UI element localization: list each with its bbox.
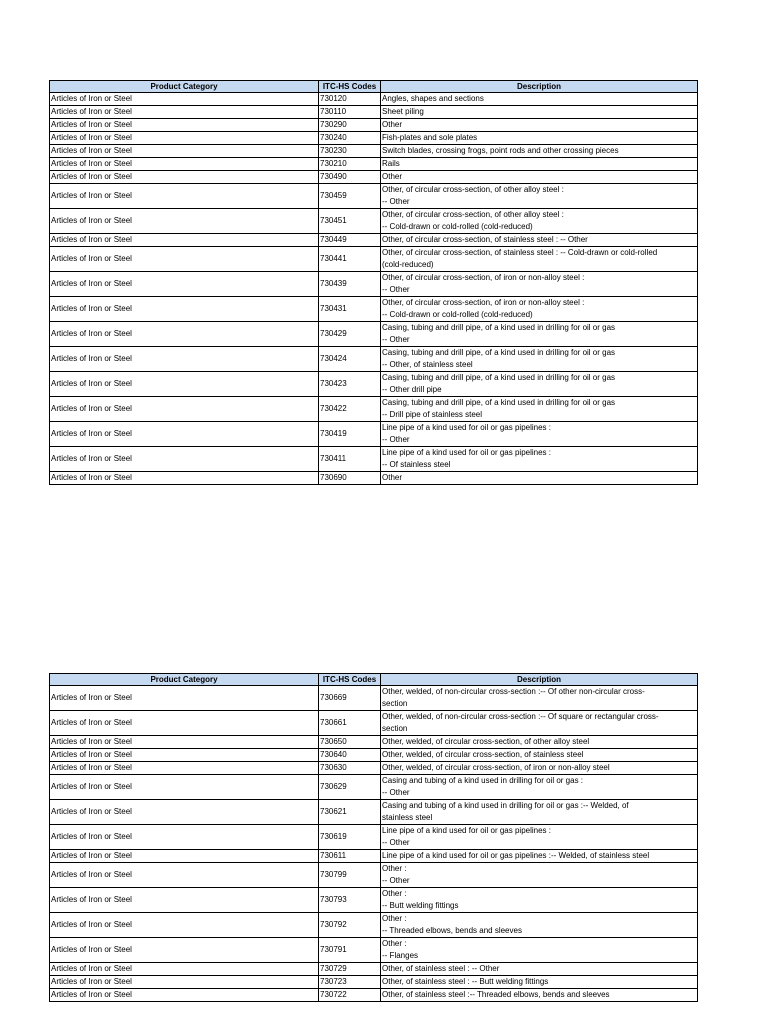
hs-code-cell: 730120 bbox=[319, 93, 381, 106]
hs-code-cell: 730723 bbox=[319, 976, 381, 989]
hs-code-cell: 730629 bbox=[319, 775, 381, 800]
table-row bbox=[50, 234, 698, 247]
hs-code-cell: 730640 bbox=[319, 749, 381, 762]
hs-code-cell: 730619 bbox=[319, 825, 381, 850]
header-itc-hs-codes: ITC-HS Codes bbox=[319, 81, 381, 93]
hs-code-cell: 730290 bbox=[319, 119, 381, 132]
hs-code-cell: 730429 bbox=[319, 322, 381, 347]
description-cell: Line pipe of a kind used for oil or gas pipelines :-- Welded, of stainless steel bbox=[381, 850, 698, 863]
category-cell: Articles of Iron or Steel bbox=[50, 106, 319, 119]
category-cell: Articles of Iron or Steel bbox=[50, 145, 319, 158]
description-cell: Other, of stainless steel :-- Threaded elbows, bends and sleeves bbox=[381, 989, 698, 1002]
table-row bbox=[50, 322, 698, 347]
description-cell: Other, of circular cross-section, of stainless steel : -- Cold-drawn or cold-rolled (cold-reduced) bbox=[381, 247, 698, 272]
description-cell: Fish-plates and sole plates bbox=[381, 132, 698, 145]
category-cell: Articles of Iron or Steel bbox=[50, 863, 319, 888]
description-cell: Other, of stainless steel : -- Butt welding fittings bbox=[381, 976, 698, 989]
description-cell: Other, of circular cross-section, of other alloy steel : -- Other bbox=[381, 184, 698, 209]
hs-code-cell: 730650 bbox=[319, 736, 381, 749]
hs-code-cell: 730690 bbox=[319, 472, 381, 485]
hs-code-cell: 730423 bbox=[319, 372, 381, 397]
hs-code-cell: 730441 bbox=[319, 247, 381, 272]
hs-code-cell: 730459 bbox=[319, 184, 381, 209]
table-header-row bbox=[50, 81, 698, 93]
header-description: Description bbox=[381, 674, 698, 686]
category-cell: Articles of Iron or Steel bbox=[50, 989, 319, 1002]
category-cell: Articles of Iron or Steel bbox=[50, 888, 319, 913]
description-cell: Other, of circular cross-section, of iron or non-alloy steel : -- Cold-drawn or cold-rolled (cold-reduced) bbox=[381, 297, 698, 322]
description-cell: Other : -- Butt welding fittings bbox=[381, 888, 698, 913]
table-row bbox=[50, 397, 698, 422]
description-cell: Casing and tubing of a kind used in drilling for oil or gas :-- Welded, of stainless steel bbox=[381, 800, 698, 825]
hs-code-cell: 730422 bbox=[319, 397, 381, 422]
hs-code-table-2 bbox=[49, 673, 698, 1002]
table-row bbox=[50, 347, 698, 372]
description-cell: Angles, shapes and sections bbox=[381, 93, 698, 106]
category-cell: Articles of Iron or Steel bbox=[50, 775, 319, 800]
table-row bbox=[50, 938, 698, 963]
hs-code-cell: 730439 bbox=[319, 272, 381, 297]
description-cell: Switch blades, crossing frogs, point rods and other crossing pieces bbox=[381, 145, 698, 158]
table-row bbox=[50, 106, 698, 119]
category-cell: Articles of Iron or Steel bbox=[50, 711, 319, 736]
hs-code-cell: 730424 bbox=[319, 347, 381, 372]
category-cell: Articles of Iron or Steel bbox=[50, 272, 319, 297]
hs-code-cell: 730449 bbox=[319, 234, 381, 247]
description-cell: Other bbox=[381, 119, 698, 132]
table-row bbox=[50, 800, 698, 825]
hs-code-cell: 730431 bbox=[319, 297, 381, 322]
table-row bbox=[50, 686, 698, 711]
table-row bbox=[50, 963, 698, 976]
category-cell: Articles of Iron or Steel bbox=[50, 686, 319, 711]
description-cell: Other, welded, of non-circular cross-section :-- Of other non-circular cross- section bbox=[381, 686, 698, 711]
hs-code-cell: 730240 bbox=[319, 132, 381, 145]
description-cell: Sheet piling bbox=[381, 106, 698, 119]
table-row bbox=[50, 749, 698, 762]
table-header-row bbox=[50, 674, 698, 686]
description-cell: Other, welded, of circular cross-section, of other alloy steel bbox=[381, 736, 698, 749]
table-row bbox=[50, 171, 698, 184]
table-row bbox=[50, 863, 698, 888]
hs-code-cell: 730419 bbox=[319, 422, 381, 447]
category-cell: Articles of Iron or Steel bbox=[50, 397, 319, 422]
hs-code-cell: 730630 bbox=[319, 762, 381, 775]
table-row bbox=[50, 297, 698, 322]
category-cell: Articles of Iron or Steel bbox=[50, 976, 319, 989]
description-cell: Other, of circular cross-section, of stainless steel : -- Other bbox=[381, 234, 698, 247]
table-row bbox=[50, 850, 698, 863]
description-cell: Casing, tubing and drill pipe, of a kind used in drilling for oil or gas -- Other bbox=[381, 322, 698, 347]
category-cell: Articles of Iron or Steel bbox=[50, 963, 319, 976]
description-cell: Other : -- Flanges bbox=[381, 938, 698, 963]
hs-code-cell: 730661 bbox=[319, 711, 381, 736]
category-cell: Articles of Iron or Steel bbox=[50, 447, 319, 472]
hs-code-cell: 730793 bbox=[319, 888, 381, 913]
table-row bbox=[50, 119, 698, 132]
category-cell: Articles of Iron or Steel bbox=[50, 800, 319, 825]
table-row bbox=[50, 209, 698, 234]
hs-code-cell: 730792 bbox=[319, 913, 381, 938]
hs-code-cell: 730411 bbox=[319, 447, 381, 472]
hs-code-cell: 730791 bbox=[319, 938, 381, 963]
description-cell: Other, of circular cross-section, of other alloy steel : -- Cold-drawn or cold-rolled (cold-reduced) bbox=[381, 209, 698, 234]
hs-code-table-1 bbox=[49, 80, 698, 485]
category-cell: Articles of Iron or Steel bbox=[50, 472, 319, 485]
hs-code-cell: 730210 bbox=[319, 158, 381, 171]
header-description: Description bbox=[381, 81, 698, 93]
table-row bbox=[50, 913, 698, 938]
category-cell: Articles of Iron or Steel bbox=[50, 322, 319, 347]
hs-code-cell: 730799 bbox=[319, 863, 381, 888]
category-cell: Articles of Iron or Steel bbox=[50, 825, 319, 850]
table-row bbox=[50, 145, 698, 158]
category-cell: Articles of Iron or Steel bbox=[50, 119, 319, 132]
category-cell: Articles of Iron or Steel bbox=[50, 93, 319, 106]
category-cell: Articles of Iron or Steel bbox=[50, 184, 319, 209]
hs-code-cell: 730110 bbox=[319, 106, 381, 119]
hs-code-cell: 730611 bbox=[319, 850, 381, 863]
description-cell: Casing, tubing and drill pipe, of a kind used in drilling for oil or gas -- Drill pipe of stainless steel bbox=[381, 397, 698, 422]
hs-code-cell: 730490 bbox=[319, 171, 381, 184]
description-cell: Other : -- Other bbox=[381, 863, 698, 888]
category-cell: Articles of Iron or Steel bbox=[50, 234, 319, 247]
hs-code-cell: 730621 bbox=[319, 800, 381, 825]
category-cell: Articles of Iron or Steel bbox=[50, 372, 319, 397]
category-cell: Articles of Iron or Steel bbox=[50, 736, 319, 749]
header-product-category: Product Category bbox=[50, 674, 319, 686]
hs-code-cell: 730451 bbox=[319, 209, 381, 234]
table-row bbox=[50, 989, 698, 1002]
description-cell: Other, of circular cross-section, of iron or non-alloy steel : -- Other bbox=[381, 272, 698, 297]
table-row bbox=[50, 736, 698, 749]
description-cell: Other, welded, of non-circular cross-section :-- Of square or rectangular cross- section bbox=[381, 711, 698, 736]
description-cell: Line pipe of a kind used for oil or gas pipelines : -- Other bbox=[381, 825, 698, 850]
category-cell: Articles of Iron or Steel bbox=[50, 347, 319, 372]
category-cell: Articles of Iron or Steel bbox=[50, 913, 319, 938]
hs-code-cell: 730669 bbox=[319, 686, 381, 711]
description-cell: Casing, tubing and drill pipe, of a kind used in drilling for oil or gas -- Other, of stainless steel bbox=[381, 347, 698, 372]
category-cell: Articles of Iron or Steel bbox=[50, 762, 319, 775]
description-cell: Other, welded, of circular cross-section, of iron or non-alloy steel bbox=[381, 762, 698, 775]
table-row bbox=[50, 447, 698, 472]
category-cell: Articles of Iron or Steel bbox=[50, 209, 319, 234]
hs-code-cell: 730722 bbox=[319, 989, 381, 1002]
table-row bbox=[50, 976, 698, 989]
table-row bbox=[50, 711, 698, 736]
category-cell: Articles of Iron or Steel bbox=[50, 850, 319, 863]
hs-code-cell: 730729 bbox=[319, 963, 381, 976]
category-cell: Articles of Iron or Steel bbox=[50, 132, 319, 145]
hs-code-cell: 730230 bbox=[319, 145, 381, 158]
category-cell: Articles of Iron or Steel bbox=[50, 297, 319, 322]
description-cell: Other bbox=[381, 171, 698, 184]
description-cell: Other, welded, of circular cross-section, of stainless steel bbox=[381, 749, 698, 762]
description-cell: Other : -- Threaded elbows, bends and sleeves bbox=[381, 913, 698, 938]
description-cell: Rails bbox=[381, 158, 698, 171]
table-row bbox=[50, 93, 698, 106]
table-row bbox=[50, 825, 698, 850]
table-row bbox=[50, 184, 698, 209]
category-cell: Articles of Iron or Steel bbox=[50, 247, 319, 272]
description-cell: Line pipe of a kind used for oil or gas pipelines : -- Of stainless steel bbox=[381, 447, 698, 472]
table-row bbox=[50, 158, 698, 171]
category-cell: Articles of Iron or Steel bbox=[50, 422, 319, 447]
description-cell: Casing and tubing of a kind used in drilling for oil or gas : -- Other bbox=[381, 775, 698, 800]
category-cell: Articles of Iron or Steel bbox=[50, 158, 319, 171]
header-product-category: Product Category bbox=[50, 81, 319, 93]
description-cell: Line pipe of a kind used for oil or gas pipelines : -- Other bbox=[381, 422, 698, 447]
table-row bbox=[50, 775, 698, 800]
table-row bbox=[50, 247, 698, 272]
table-row bbox=[50, 132, 698, 145]
description-cell: Other, of stainless steel : -- Other bbox=[381, 963, 698, 976]
table-row bbox=[50, 888, 698, 913]
table-row bbox=[50, 472, 698, 485]
table-row bbox=[50, 422, 698, 447]
description-cell: Casing, tubing and drill pipe, of a kind used in drilling for oil or gas -- Other drill pipe bbox=[381, 372, 698, 397]
category-cell: Articles of Iron or Steel bbox=[50, 938, 319, 963]
category-cell: Articles of Iron or Steel bbox=[50, 171, 319, 184]
category-cell: Articles of Iron or Steel bbox=[50, 749, 319, 762]
table-row bbox=[50, 762, 698, 775]
table-row bbox=[50, 272, 698, 297]
description-cell: Other bbox=[381, 472, 698, 485]
table-row bbox=[50, 372, 698, 397]
header-itc-hs-codes: ITC-HS Codes bbox=[319, 674, 381, 686]
